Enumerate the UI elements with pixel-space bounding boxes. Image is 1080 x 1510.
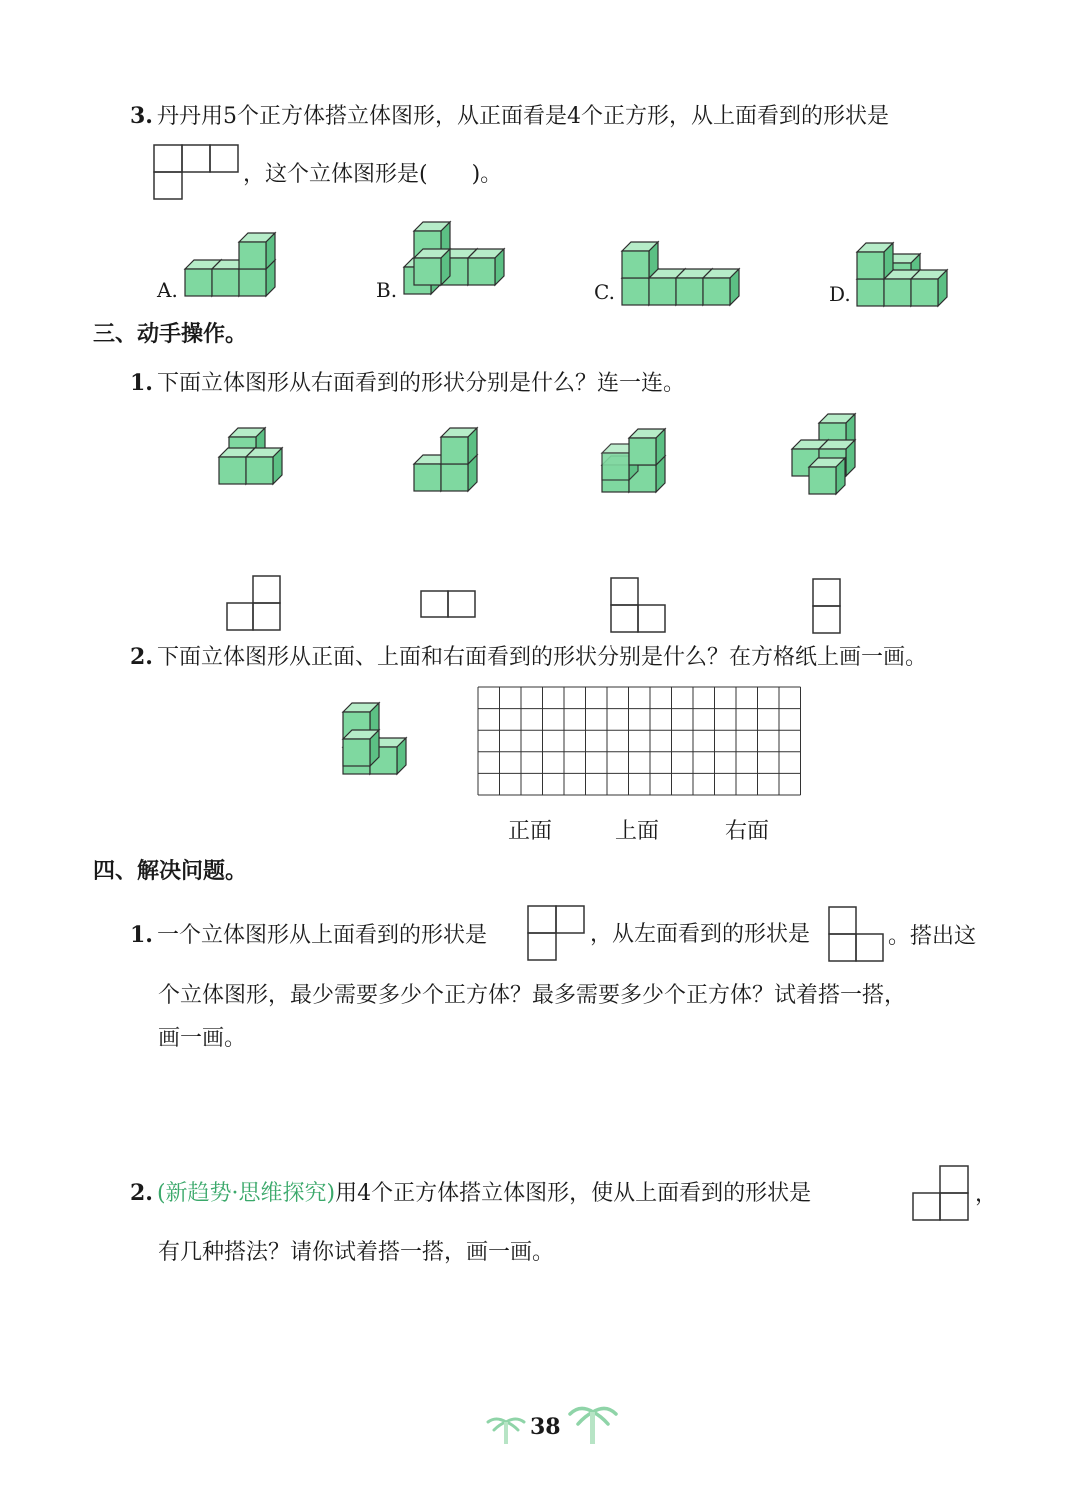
- s4-q1-text-b: ，从左面看到的形状是: [590, 922, 811, 947]
- s4-q1-left-view: [828, 906, 888, 966]
- s3-q2-grid-paper[interactable]: [477, 686, 802, 798]
- grid-label-right: 右面: [725, 819, 770, 844]
- s3-figure-1[interactable]: [219, 428, 299, 498]
- option-b-figure[interactable]: [404, 220, 524, 310]
- s4-q2-line1: 2. (新趋势·思维探究)用4个正方体搭立体图形，使从上面看到的形状是: [130, 1180, 812, 1206]
- s3-figure-2[interactable]: [414, 420, 494, 500]
- s3-q2-text: 2. 下面立体图形从正面、上面和右面看到的形状分别是什么？在方格纸上画一画。: [130, 644, 927, 670]
- s3-view-2[interactable]: [420, 590, 480, 620]
- option-d-figure[interactable]: [857, 234, 977, 324]
- s4-q1-line1: 1. 一个立体图形从上面看到的形状是: [130, 922, 487, 948]
- s4-q2-line2: 有几种搭法？请你试着搭一搭，画一画。: [158, 1240, 555, 1265]
- s4-q2-text-b: ，: [975, 1182, 998, 1207]
- s3-figure-3[interactable]: [602, 420, 682, 500]
- option-a-figure[interactable]: [185, 220, 305, 310]
- s4-q1-text-c: 。搭出这: [888, 924, 977, 949]
- option-c-figure[interactable]: [622, 233, 762, 323]
- grid-label-top: 上面: [615, 819, 660, 844]
- grid-label-front: 正面: [508, 819, 553, 844]
- s3-q1-text: 1. 下面立体图形从右面看到的形状分别是什么？连一连。: [130, 370, 685, 396]
- s3-view-1[interactable]: [226, 575, 286, 635]
- s3-view-3[interactable]: [610, 577, 670, 637]
- s3-view-4[interactable]: [812, 578, 844, 638]
- option-a-label: A.: [157, 278, 178, 302]
- page-number: 38: [530, 1414, 561, 1440]
- s4-q1-top-view: [527, 905, 587, 965]
- q3-top-view-shape: [153, 144, 243, 204]
- section4-title: 四、解决问题。: [93, 859, 248, 884]
- palm-tree-right-icon: [568, 1402, 618, 1446]
- s3-q2-figure: [343, 703, 443, 783]
- option-b-label: B.: [376, 278, 398, 302]
- q3-line2: ，这个立体图形是( )。: [243, 162, 503, 187]
- option-c-label: C.: [594, 280, 615, 304]
- s4-q2-top-view: [912, 1165, 972, 1225]
- palm-tree-left-icon: [486, 1412, 526, 1446]
- option-d-label: D.: [829, 282, 851, 306]
- s4-q1-line2: 个立体图形，最少需要多少个正方体？最多需要多少个正方体？试着搭一搭，: [158, 983, 907, 1008]
- s3-figure-4[interactable]: [792, 414, 872, 504]
- section3-title: 三、动手操作。: [93, 322, 248, 347]
- s4-q1-line3: 画一画。: [158, 1026, 247, 1051]
- q3-line1: 3. 丹丹用5个正方体搭立体图形，从正面看是4个正方形，从上面看到的形状是: [130, 103, 889, 129]
